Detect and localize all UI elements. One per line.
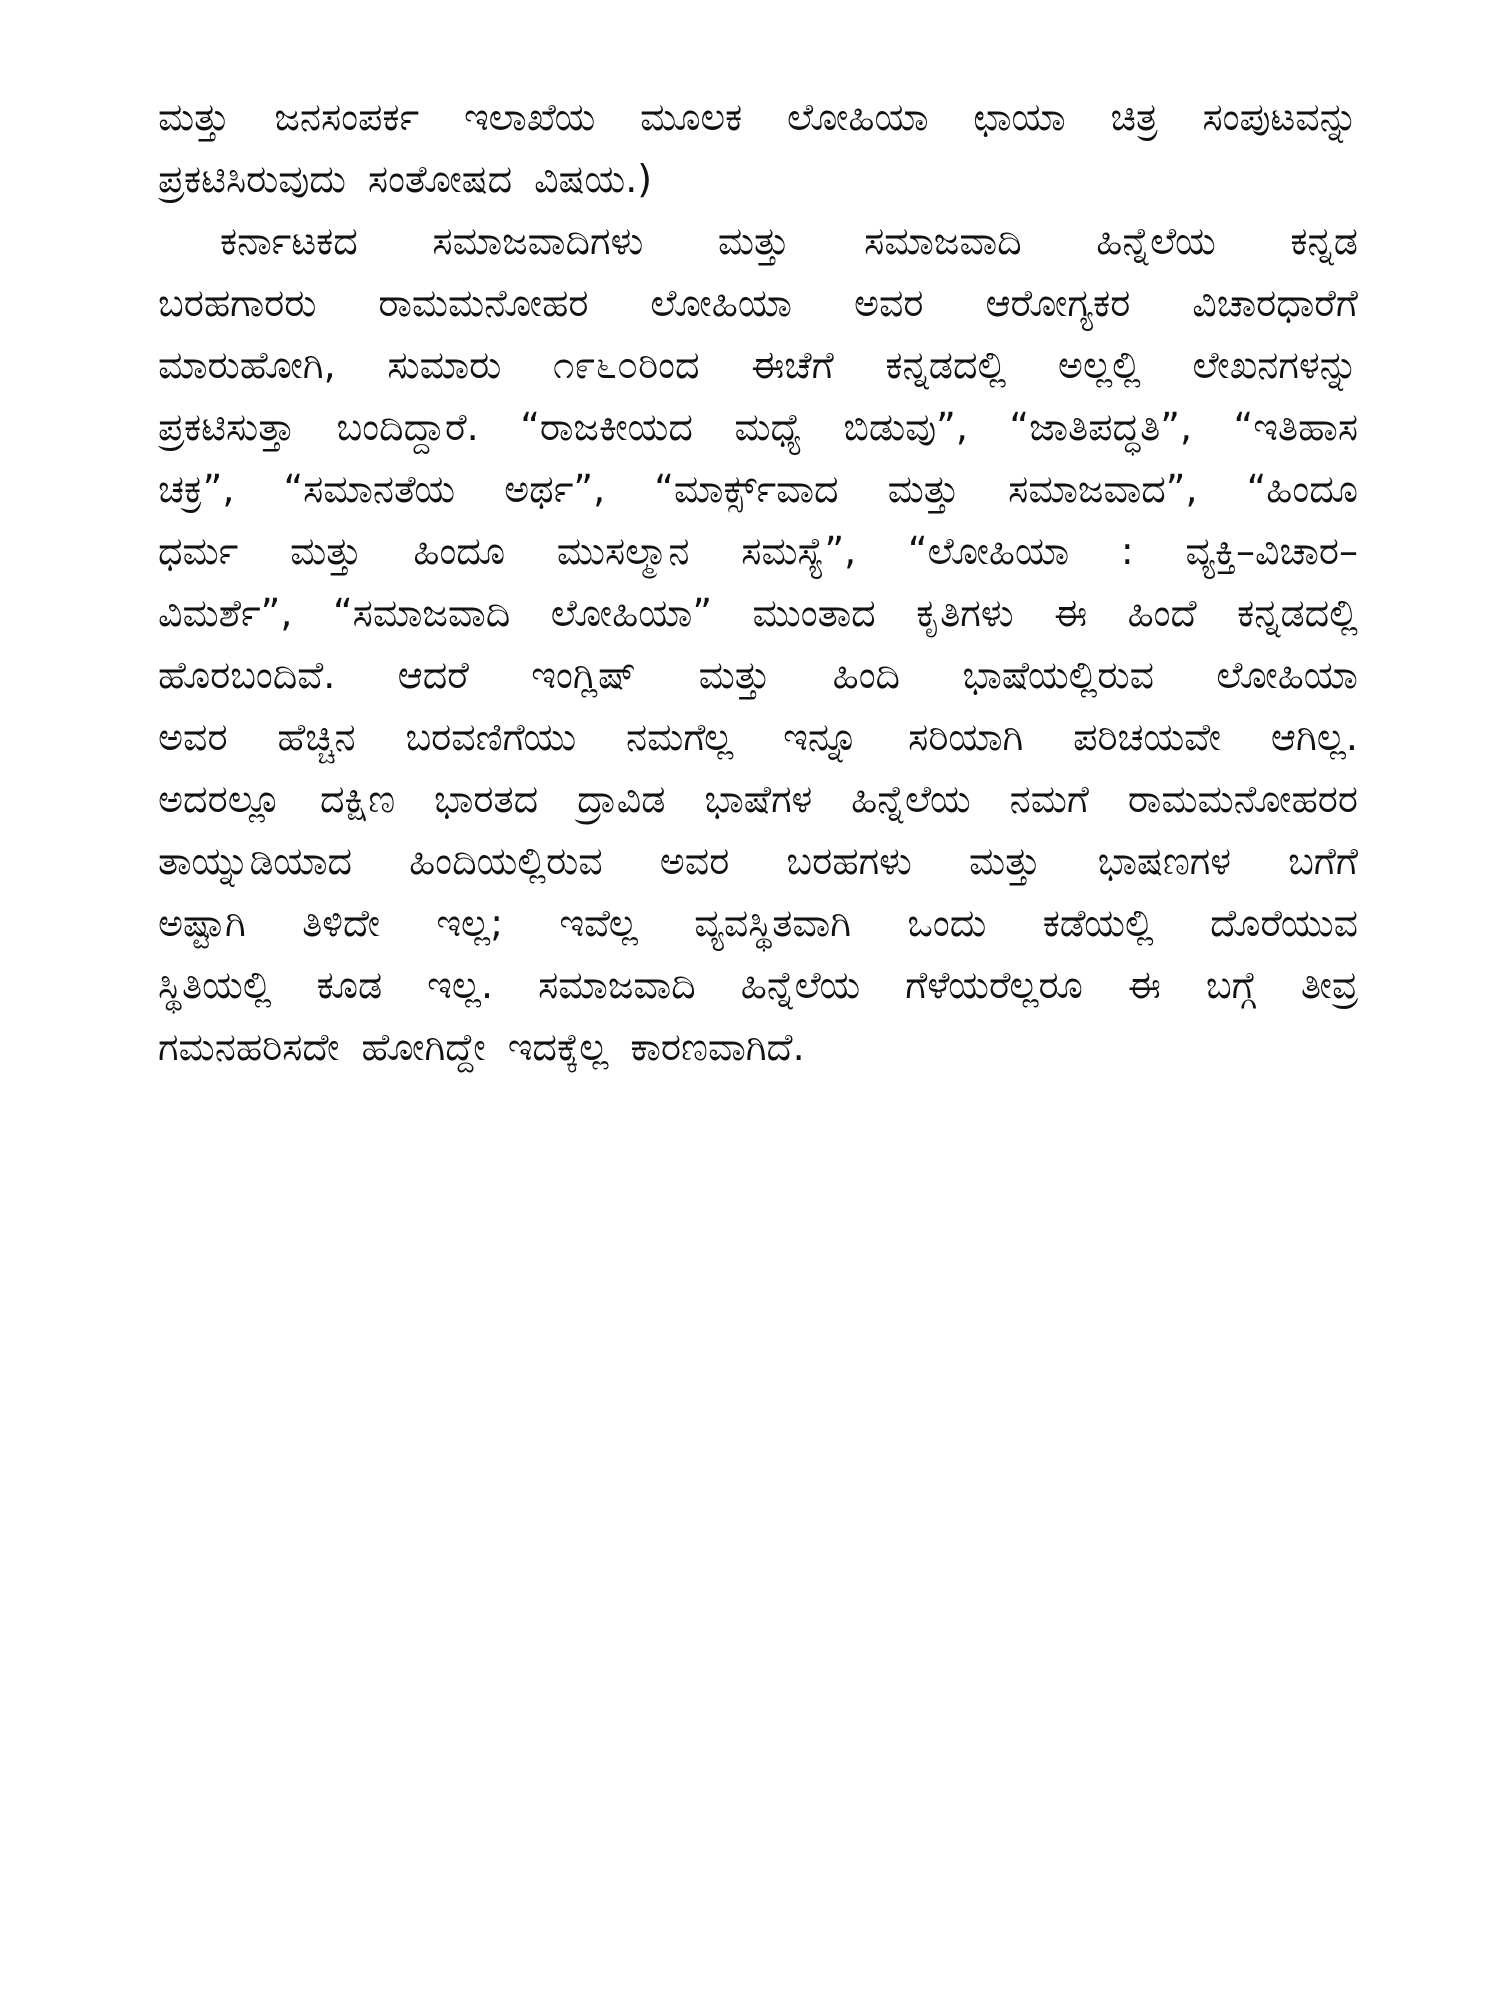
text-line: ವಿಮರ್ಶೆ”, “ಸಮಾಜವಾದಿ ಲೋಹಿಯಾ” ಮುಂತಾದ ಕೃತಿಗಳು ಈ ಹಿಂದೆ ಕನ್ನಡದಲ್ಲಿ bbox=[158, 591, 1358, 635]
text-line: ಪ್ರಕಟಿಸಿರುವುದು ಸಂತೋಷದ ವಿಷಯ.) bbox=[158, 157, 653, 201]
text-line: ಸ್ಥಿತಿಯಲ್ಲಿ ಕೂಡ ಇಲ್ಲ. ಸಮಾಜವಾದಿ ಹಿನ್ನೆಲೆಯ ಗೆಳೆಯರೆಲ್ಲರೂ ಈ ಬಗ್ಗೆ ತೀವ್ರ bbox=[158, 963, 1358, 1007]
text-line: ಧರ್ಮ ಮತ್ತು ಹಿಂದೂ ಮುಸಲ್ಮಾನ ಸಮಸ್ಯೆ”, “ಲೋಹಿಯಾ : ವ್ಯಕ್ತಿ–ವಿಚಾರ– bbox=[158, 529, 1358, 573]
body-text bbox=[158, 86, 1358, 1078]
text-line: ಪ್ರಕಟಿಸುತ್ತಾ ಬಂದಿದ್ದಾರೆ. “ರಾಜಕೀಯದ ಮಧ್ಯೆ ಬಿಡುವು”, “ಜಾತಿಪದ್ಧತಿ”, “ಇತಿಹಾಸ bbox=[158, 405, 1358, 449]
text-line: ಕರ್ನಾಟಕದ ಸಮಾಜವಾದಿಗಳು ಮತ್ತು ಸಮಾಜವಾದಿ ಹಿನ್ನೆಲೆಯ ಕನ್ನಡ bbox=[220, 219, 1358, 263]
text-line: ಬರಹಗಾರರು ರಾಮಮನೋಹರ ಲೋಹಿಯಾ ಅವರ ಆರೋಗ್ಯಕರ ವಿಚಾರಧಾರೆಗೆ bbox=[158, 281, 1358, 325]
text-line: ಮಾರುಹೋಗಿ, ಸುಮಾರು ೧೯೬೦ರಿಂದ ಈಚೆಗೆ ಕನ್ನಡದಲ್ಲಿ ಅಲ್ಲಲ್ಲಿ ಲೇಖನಗಳನ್ನು bbox=[158, 343, 1358, 387]
text-line: ಮತ್ತು ಜನಸಂಪರ್ಕ ಇಲಾಖೆಯ ಮೂಲಕ ಲೋಹಿಯಾ ಛಾಯಾ ಚಿತ್ರ ಸಂಪುಟವನ್ನು bbox=[158, 95, 1358, 139]
text-line: ತಾಯ್ನುಡಿಯಾದ ಹಿಂದಿಯಲ್ಲಿರುವ ಅವರ ಬರಹಗಳು ಮತ್ತು ಭಾಷಣಗಳ ಬಗೆಗೆ bbox=[158, 839, 1358, 883]
text-line: ಅಷ್ಟಾಗಿ ತಿಳಿದೇ ಇಲ್ಲ; ಇವೆಲ್ಲ ವ್ಯವಸ್ಥಿತವಾಗಿ ಒಂದು ಕಡೆಯಲ್ಲಿ ದೊರೆಯುವ bbox=[158, 901, 1358, 945]
text-line: ಅವರ ಹೆಚ್ಚಿನ ಬರವಣಿಗೆಯು ನಮಗೆಲ್ಲ ಇನ್ನೂ ಸರಿಯಾಗಿ ಪರಿಚಯವೇ ಆಗಿಲ್ಲ. bbox=[158, 715, 1358, 759]
text-line: ಚಕ್ರ”, “ಸಮಾನತೆಯ ಅರ್ಥ”, “ಮಾರ್ಕ್ಸ್‌ವಾದ ಮತ್ತು ಸಮಾಜವಾದ”, “ಹಿಂದೂ bbox=[158, 467, 1358, 511]
text-line: ಹೊರಬಂದಿವೆ. ಆದರೆ ಇಂಗ್ಲಿಷ್ ಮತ್ತು ಹಿಂದಿ ಭಾಷೆಯಲ್ಲಿರುವ ಲೋಹಿಯಾ bbox=[158, 653, 1358, 697]
text-line: ಗಮನಹರಿಸದೇ ಹೋಗಿದ್ದೇ ಇದಕ್ಕೆಲ್ಲ ಕಾರಣವಾಗಿದೆ. bbox=[158, 1025, 805, 1069]
text-line: ಅದರಲ್ಲೂ ದಕ್ಷಿಣ ಭಾರತದ ದ್ರಾವಿಡ ಭಾಷೆಗಳ ಹಿನ್ನೆಲೆಯ ನಮಗೆ ರಾಮಮನೋಹರರ bbox=[158, 777, 1358, 821]
paragraph bbox=[158, 86, 1358, 210]
paragraph bbox=[158, 210, 1358, 1078]
